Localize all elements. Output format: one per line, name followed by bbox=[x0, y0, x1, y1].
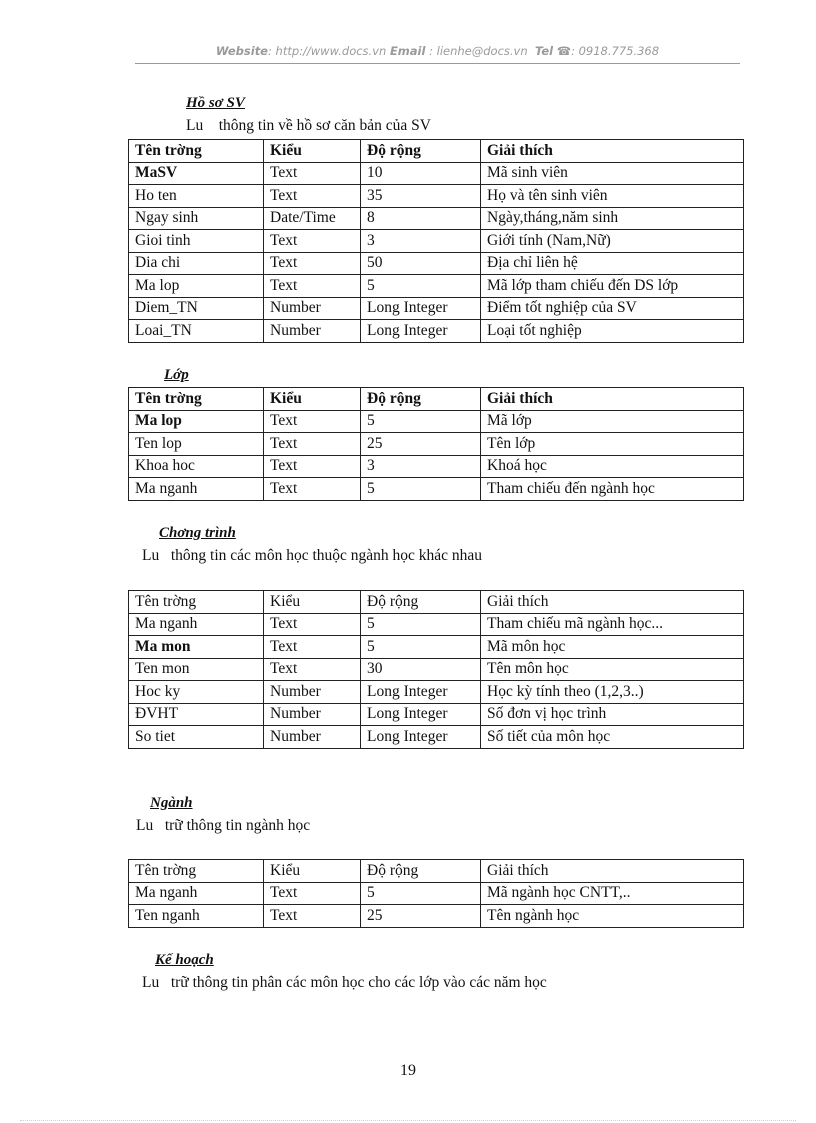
column-header: Độ rộng bbox=[361, 591, 481, 614]
table-cell: Text bbox=[264, 275, 361, 298]
table-cell: Tên môn học bbox=[481, 658, 744, 681]
table-header-row bbox=[129, 140, 744, 163]
table-cell: Number bbox=[264, 297, 361, 320]
email-value: : lienhe@docs.vn bbox=[429, 44, 528, 58]
table-chuongtrinh bbox=[128, 590, 744, 749]
table-cell: Tham chiếu mã ngành học... bbox=[481, 613, 744, 636]
column-header: Độ rộng bbox=[361, 860, 481, 883]
column-header: Tên trờng bbox=[129, 140, 264, 163]
table-cell: Dia chi bbox=[129, 252, 264, 275]
table-cell: 3 bbox=[361, 455, 481, 478]
section-title-nganh: Ngành bbox=[150, 795, 193, 811]
table-cell: Ma mon bbox=[129, 636, 264, 659]
table-cell: 3 bbox=[361, 230, 481, 253]
table-cell: 5 bbox=[361, 636, 481, 659]
table-cell: Ngày,tháng,năm sinh bbox=[481, 207, 744, 230]
table-cell: Học kỳ tính theo (1,2,3..) bbox=[481, 681, 744, 704]
table-cell: Text bbox=[264, 162, 361, 185]
header-rule bbox=[135, 63, 740, 64]
table-cell: Ten nganh bbox=[129, 905, 264, 928]
table-cell: Text bbox=[264, 882, 361, 905]
table-row bbox=[129, 207, 744, 230]
section-desc-hoso: Lu thông tin về hồ sơ căn bản của SV bbox=[186, 117, 431, 134]
table-cell: Ma nganh bbox=[129, 478, 264, 501]
column-header: Kiểu bbox=[264, 591, 361, 614]
table-cell: Tham chiếu đến ngành học bbox=[481, 478, 744, 501]
column-header: Tên trờng bbox=[129, 860, 264, 883]
section-title-chuongtrinh: Chơng trình bbox=[159, 525, 236, 541]
table-cell: ĐVHT bbox=[129, 703, 264, 726]
column-header: Giải thích bbox=[481, 860, 744, 883]
table-cell: MaSV bbox=[129, 162, 264, 185]
table-cell: Date/Time bbox=[264, 207, 361, 230]
table-row bbox=[129, 905, 744, 928]
table-cell: Diem_TN bbox=[129, 297, 264, 320]
page-number: 19 bbox=[400, 1062, 416, 1079]
table-row bbox=[129, 882, 744, 905]
column-header: Độ rộng bbox=[361, 140, 481, 163]
table-cell: 8 bbox=[361, 207, 481, 230]
page-header bbox=[135, 44, 740, 58]
table-cell: So tiet bbox=[129, 726, 264, 749]
table-cell: Mã ngành học CNTT,.. bbox=[481, 882, 744, 905]
table-row bbox=[129, 613, 744, 636]
table-row bbox=[129, 185, 744, 208]
email-label: Email bbox=[389, 44, 426, 58]
table-cell: Giới tính (Nam,Nữ) bbox=[481, 230, 744, 253]
table-cell: Mã môn học bbox=[481, 636, 744, 659]
bottom-rule bbox=[20, 1120, 796, 1121]
table-cell: Khoá học bbox=[481, 455, 744, 478]
table-row bbox=[129, 478, 744, 501]
table-cell: Số tiết của môn học bbox=[481, 726, 744, 749]
table-cell: 50 bbox=[361, 252, 481, 275]
table-cell: 35 bbox=[361, 185, 481, 208]
table-cell: Number bbox=[264, 681, 361, 704]
table-cell: Text bbox=[264, 185, 361, 208]
section-title-hoso: Hồ sơ SV bbox=[186, 95, 245, 111]
table-cell: Hoc ky bbox=[129, 681, 264, 704]
table-cell: Loai_TN bbox=[129, 320, 264, 343]
table-cell: Tên ngành học bbox=[481, 905, 744, 928]
table-row bbox=[129, 455, 744, 478]
column-header: Kiểu bbox=[264, 140, 361, 163]
column-header: Tên trờng bbox=[129, 591, 264, 614]
table-cell: 5 bbox=[361, 882, 481, 905]
tel-value: : 0918.775.368 bbox=[571, 44, 660, 58]
table-row bbox=[129, 681, 744, 704]
table-cell: Text bbox=[264, 478, 361, 501]
column-header: Độ rộng bbox=[361, 388, 481, 411]
table-cell: Long Integer bbox=[361, 681, 481, 704]
section-desc-kehoach: Lu trữ thông tin phân các môn học cho các lớp vào các năm học bbox=[142, 974, 547, 991]
table-cell: Long Integer bbox=[361, 320, 481, 343]
table-cell: Text bbox=[264, 252, 361, 275]
table-row bbox=[129, 252, 744, 275]
table-cell: 5 bbox=[361, 478, 481, 501]
table-cell: Text bbox=[264, 410, 361, 433]
section-desc-nganh: Lu trữ thông tin ngành học bbox=[136, 817, 311, 834]
table-cell: Text bbox=[264, 905, 361, 928]
table-cell: Mã lớp bbox=[481, 410, 744, 433]
table-cell: Long Integer bbox=[361, 703, 481, 726]
column-header: Kiểu bbox=[264, 388, 361, 411]
table-cell: Ma nganh bbox=[129, 613, 264, 636]
table-cell: Text bbox=[264, 455, 361, 478]
table-cell: Địa chỉ liên hệ bbox=[481, 252, 744, 275]
section-title-lop: Lớp bbox=[164, 367, 189, 383]
table-cell: Long Integer bbox=[361, 726, 481, 749]
table-cell: Text bbox=[264, 433, 361, 456]
table-cell: Gioi tinh bbox=[129, 230, 264, 253]
table-row bbox=[129, 320, 744, 343]
table-cell: Ma nganh bbox=[129, 882, 264, 905]
table-cell: 5 bbox=[361, 613, 481, 636]
table-row bbox=[129, 433, 744, 456]
table-cell: Mã lớp tham chiếu đến DS lớp bbox=[481, 275, 744, 298]
table-cell: Text bbox=[264, 658, 361, 681]
column-header: Giải thích bbox=[481, 140, 744, 163]
tel-label: Tel bbox=[534, 44, 554, 58]
table-cell: Số đơn vị học trình bbox=[481, 703, 744, 726]
section-title-kehoach: Kế hoạch bbox=[155, 952, 214, 968]
table-cell: Number bbox=[264, 703, 361, 726]
column-header: Kiểu bbox=[264, 860, 361, 883]
table-nganh bbox=[128, 859, 744, 928]
phone-icon: ☎ bbox=[556, 44, 572, 58]
table-cell: 5 bbox=[361, 410, 481, 433]
table-header-row bbox=[129, 860, 744, 883]
table-cell: 25 bbox=[361, 905, 481, 928]
table-row bbox=[129, 703, 744, 726]
table-cell: Khoa hoc bbox=[129, 455, 264, 478]
table-hoso bbox=[128, 139, 744, 343]
table-cell: Tên lớp bbox=[481, 433, 744, 456]
table-lop bbox=[128, 387, 744, 501]
table-cell: Ma lop bbox=[129, 410, 264, 433]
table-row bbox=[129, 230, 744, 253]
table-header-row bbox=[129, 591, 744, 614]
table-cell: Long Integer bbox=[361, 297, 481, 320]
website-label: Website bbox=[215, 44, 268, 58]
column-header: Giải thích bbox=[481, 388, 744, 411]
table-cell: 5 bbox=[361, 275, 481, 298]
table-row bbox=[129, 658, 744, 681]
table-row bbox=[129, 636, 744, 659]
table-cell: Number bbox=[264, 726, 361, 749]
table-cell: Ma lop bbox=[129, 275, 264, 298]
table-row bbox=[129, 297, 744, 320]
section-desc-chuongtrinh: Lu thông tin các môn học thuộc ngành học khác nhau bbox=[142, 547, 483, 564]
table-cell: 10 bbox=[361, 162, 481, 185]
table-cell: Điểm tốt nghiệp của SV bbox=[481, 297, 744, 320]
table-cell: Ten lop bbox=[129, 433, 264, 456]
table-cell: Mã sinh viên bbox=[481, 162, 744, 185]
column-header: Giải thích bbox=[481, 591, 744, 614]
table-cell: Họ và tên sinh viên bbox=[481, 185, 744, 208]
table-cell: Text bbox=[264, 636, 361, 659]
table-row bbox=[129, 726, 744, 749]
table-cell: Text bbox=[264, 613, 361, 636]
table-cell: Text bbox=[264, 230, 361, 253]
table-cell: 30 bbox=[361, 658, 481, 681]
table-row bbox=[129, 162, 744, 185]
table-cell: Loại tốt nghiệp bbox=[481, 320, 744, 343]
table-cell: 25 bbox=[361, 433, 481, 456]
table-row bbox=[129, 275, 744, 298]
table-cell: Ngay sinh bbox=[129, 207, 264, 230]
table-cell: Number bbox=[264, 320, 361, 343]
website-value: : http://www.docs.vn bbox=[268, 44, 387, 58]
table-cell: Ho ten bbox=[129, 185, 264, 208]
table-header-row bbox=[129, 388, 744, 411]
table-row bbox=[129, 410, 744, 433]
column-header: Tên trờng bbox=[129, 388, 264, 411]
table-cell: Ten mon bbox=[129, 658, 264, 681]
